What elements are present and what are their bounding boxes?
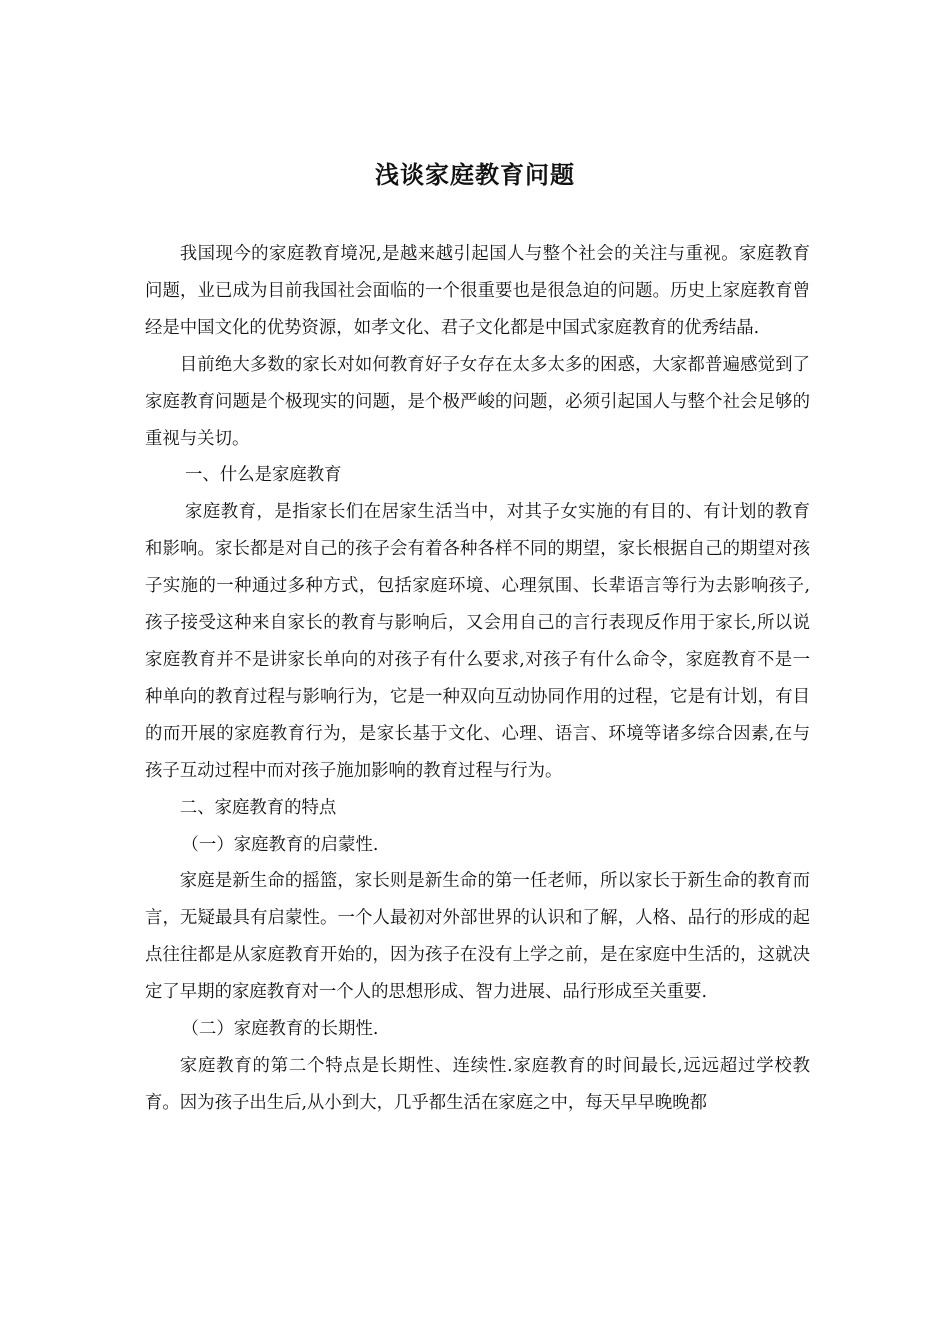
subheading-long-term: （二）家庭教育的长期性.	[181, 1019, 379, 1040]
paragraph-confusion: 目前绝大多数的家长对如何教育好子女存在太多太多的困惑，大家都普遍感觉到了家庭教育问题是个极现实的问题，是个极严峻的问题，必须引起国人与整个社会足够的重视与关切。	[145, 354, 810, 449]
document-body	[145, 236, 810, 1122]
subheading-enlightenment: （一）家庭教育的启蒙性.	[181, 834, 379, 855]
section-heading-features: 二、家庭教育的特点	[179, 797, 337, 818]
document-title: 浅谈家庭教育问题	[375, 161, 575, 189]
paragraph-long-term: 家庭教育的第二个特点是长期性、连续性.家庭教育的时间最长,远远超过学校教育。因为孩子出生后,从小到大，几乎都生活在家庭之中，每天早早晚晚都	[145, 1055, 810, 1113]
section-heading-what-is: 一、什么是家庭教育	[185, 465, 342, 486]
paragraph-enlightenment: 家庭是新生命的摇篮，家长则是新生命的第一任老师，所以家长于新生命的教育而言，无疑最具有启蒙性。一个人最初对外部世界的认识和了解，人格、品行的形成的起点往往都是从家庭教育开始的，因为孩子在没有上学之前，是在家庭中生活的，这就决定了早期的家庭教育对一个人的思想形成、智力进展、品行形成至关重要.	[145, 871, 810, 1003]
paragraph-intro: 我国现今的家庭教育境况,是越来越引起国人与整个社会的关注与重视。家庭教育问题，业已成为目前我国社会面临的一个很重要也是很急迫的问题。历史上家庭教育曾经是中国文化的优势资源，如孝文化、君子文化都是中国式家庭教育的优秀结晶.	[145, 244, 810, 338]
paragraph-definition: 家庭教育，是指家长们在居家生活当中，对其子女实施的有目的、有计划的教育和影响。家长都是对自己的孩子会有着各种各样不同的期望，家长根据自己的期望对孩子实施的一种通过多种方式，包括家庭环境、心理氛围、长辈语言等行为去影响孩子,孩子接受这种来自家长的教育与影响后，又会用自己的言行表现反作用于家长,所以说家庭教育并不是讲家长单向的对孩子有什么要求,对孩子有什么命令，家庭教育不是一种单向的教育过程与影响行为，它是一种双向互动协同作用的过程，它是有计划，有目的而开展的家庭教育行为，是家长基于文化、心理、语言、环境等诸多综合因素,在与孩子互动过程中而对孩子施加影响的教育过程与行为。	[145, 502, 810, 781]
